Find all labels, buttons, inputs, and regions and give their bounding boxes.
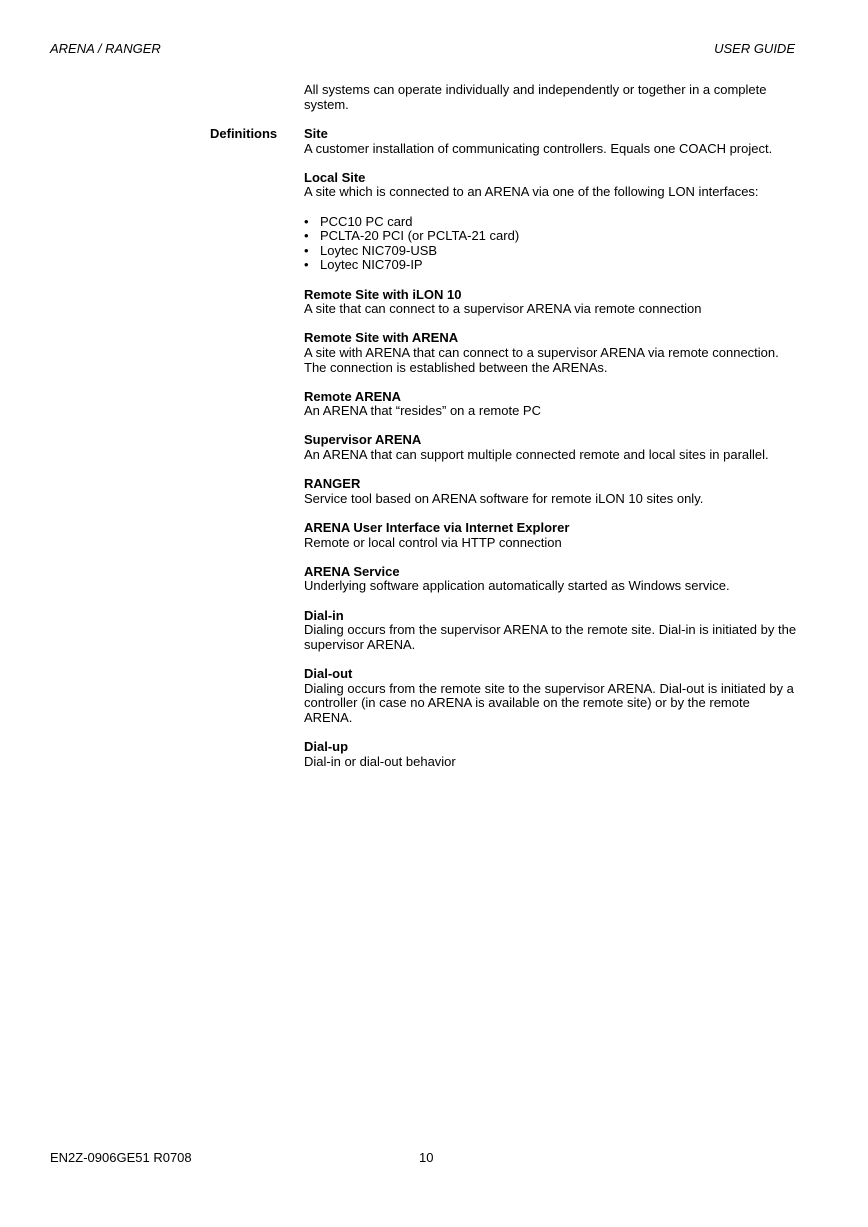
definition-description: An ARENA that can support multiple connected remote and local sites in parallel. [304, 447, 769, 463]
definition-dial-in [304, 609, 799, 653]
definition-dial-up [304, 740, 799, 769]
definition-term: Dial-out [304, 665, 353, 681]
definition-term: Site [304, 126, 328, 141]
list-item: • Loytec NIC709-IP [304, 258, 799, 273]
definition-description: Dialing occurs from the supervisor ARENA to the remote site. Dial-in is initiated by the supervisor ARENA. [304, 622, 797, 652]
definition-description: Underlying software application automatically started as Windows service. [304, 578, 730, 594]
header-doc-title: ARENA / RANGER [50, 41, 161, 56]
definition-site [304, 127, 799, 156]
list-item: • Loytec NIC709-USB [304, 244, 799, 259]
section-label-definitions: Definitions [210, 126, 278, 141]
definition-remote-site-arena [304, 331, 799, 375]
definitions-list [304, 127, 799, 784]
definition-description: Remote or local control via HTTP connection [304, 534, 562, 550]
header-doc-type: USER GUIDE [714, 41, 795, 56]
definition-description: Dial-in or dial-out behavior [304, 753, 456, 769]
page-number: 10 [419, 1150, 434, 1165]
definition-remote-site-ilon10 [304, 288, 799, 317]
definition-description: Dialing occurs from the remote site to the supervisor ARENA. Dial-out is initiated by a controller (in case no ARENA is available on the remote site) or by the remote ARENA. [304, 680, 794, 725]
definition-term: RANGER [304, 476, 361, 492]
definition-arena-ui-ie [304, 521, 799, 550]
definition-ranger [304, 477, 799, 506]
definition-term: ARENA User Interface via Internet Explorer [304, 520, 570, 536]
definition-description: A site which is connected to an ARENA via one of the following LON interfaces: [304, 184, 759, 200]
footer-doc-id: EN2Z-0906GE51 R0708 [50, 1150, 192, 1165]
definition-term: Dial-up [304, 738, 349, 754]
list-item: • PCLTA-20 PCI (or PCLTA-21 card) [304, 229, 799, 244]
list-item: • PCC10 PC card [304, 215, 799, 230]
definition-description: Service tool based on ARENA software for remote iLON 10 sites only. [304, 490, 704, 506]
lon-interfaces-list [304, 215, 799, 273]
definition-term: Remote ARENA [304, 388, 402, 404]
definition-description: A customer installation of communicating controllers. Equals one COACH project. [304, 140, 773, 156]
definition-term: ARENA Service [304, 563, 400, 579]
definition-description: A site that can connect to a supervisor ARENA via remote connection [304, 301, 702, 317]
definition-local-site [304, 171, 799, 273]
intro-paragraph: All systems can operate individually and independently or together in a complete system. [304, 82, 767, 112]
definition-term: Remote Site with iLON 10 [304, 286, 462, 302]
definition-term: Local Site [304, 169, 366, 185]
definition-description: A site with ARENA that can connect to a supervisor ARENA via remote connection. The connection is established between the ARENAs. [304, 344, 779, 375]
definition-term: Supervisor ARENA [304, 432, 422, 448]
definition-description: An ARENA that “resides” on a remote PC [304, 403, 541, 419]
definition-dial-out [304, 667, 799, 725]
definition-remote-arena [304, 390, 799, 419]
definition-term: Remote Site with ARENA [304, 330, 459, 346]
definition-term: Dial-in [304, 607, 344, 623]
definition-supervisor-arena [304, 433, 799, 462]
definition-arena-service [304, 565, 799, 594]
